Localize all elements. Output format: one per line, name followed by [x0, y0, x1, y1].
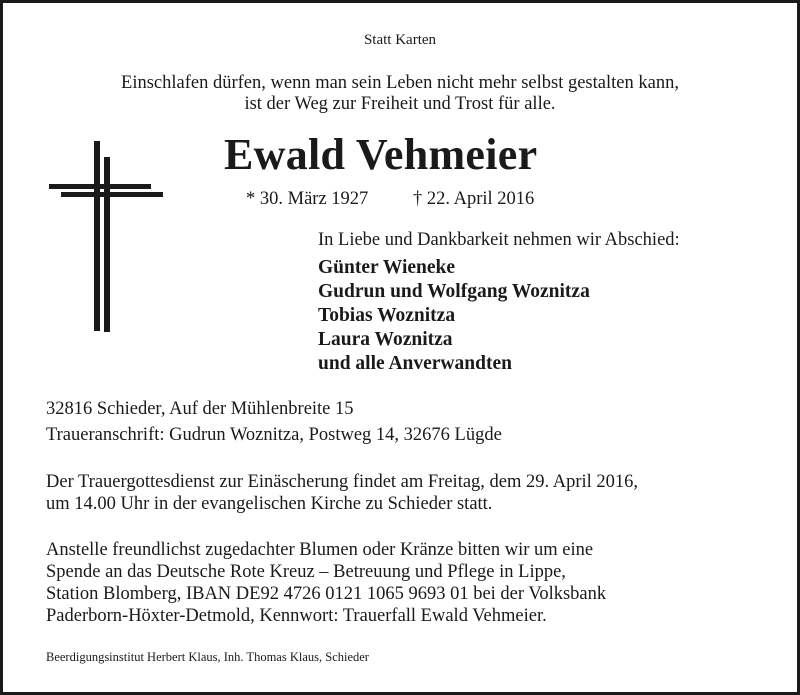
birth-date: * 30. März 1927: [246, 189, 369, 209]
mourner-4: Laura Woznitza: [318, 329, 453, 350]
mourner-1: Günter Wieneke: [318, 257, 456, 278]
donation-line-4: Paderborn-Höxter-Detmold, Kennwort: Trauerfall Ewald Vehmeier.: [46, 606, 547, 626]
mourner-5: und alle Anverwandten: [318, 353, 512, 374]
donation-line-1: Anstelle freundlichst zugedachter Blumen oder Kränze bitten wir um eine: [46, 540, 594, 560]
mourner-3: Tobias Woznitza: [318, 305, 456, 326]
header-text: Statt Karten: [363, 32, 437, 48]
service-line-1: Der Trauergottesdienst zur Einäscherung findet am Freitag, dem 29. April 2016,: [46, 472, 639, 492]
donation-line-2: Spende an das Deutsche Rote Kreuz – Betreuung und Pflege in Lippe,: [46, 562, 566, 582]
address-line-2: Traueranschrift: Gudrun Woznitza, Postweg 14, 32676 Lügde: [46, 425, 502, 445]
donation-line-3: Station Blomberg, IBAN DE92 4726 0121 1065 9693 01 bei der Volksbank: [46, 584, 607, 604]
deceased-name: Ewald Vehmeier: [224, 130, 538, 179]
death-date: † 22. April 2016: [413, 189, 535, 209]
service-line-2: um 14.00 Uhr in der evangelischen Kirche zu Schieder statt.: [46, 494, 493, 514]
funeral-home: Beerdigungsinstitut Herbert Klaus, Inh. Thomas Klaus, Schieder: [46, 650, 369, 664]
quote-line-1: Einschlafen dürfen, wenn man sein Leben nicht mehr selbst gestalten kann,: [121, 73, 679, 93]
address-line-1: 32816 Schieder, Auf der Mühlenbreite 15: [46, 399, 354, 419]
mourner-2: Gudrun und Wolfgang Woznitza: [318, 281, 590, 302]
quote-line-2: ist der Weg zur Freiheit und Trost für alle.: [244, 94, 556, 114]
farewell-text: In Liebe und Dankbarkeit nehmen wir Abschied:: [318, 230, 680, 250]
